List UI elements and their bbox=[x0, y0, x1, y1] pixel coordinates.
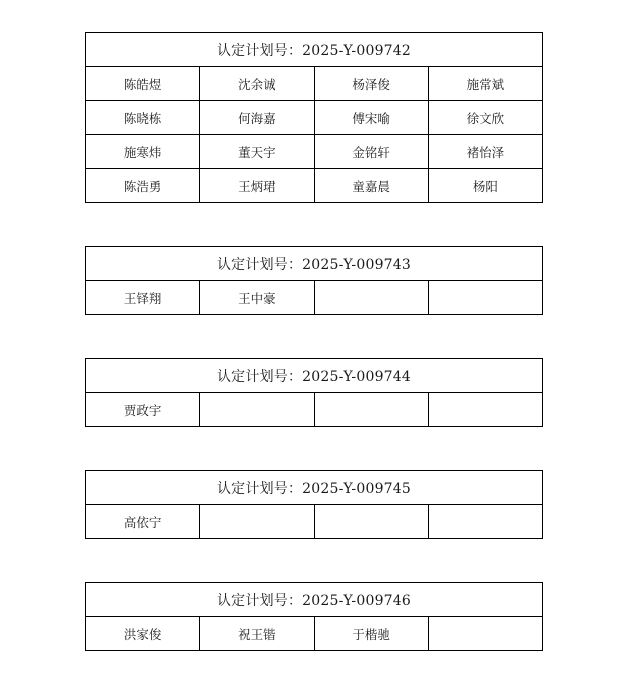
person-cell: 陈晓栋 bbox=[86, 101, 200, 135]
person-cell: 洪家俊 bbox=[86, 617, 200, 651]
person-cell: 贾政宇 bbox=[86, 393, 200, 427]
plan-number-header: 认定计划号：2025-Y-009745 bbox=[86, 471, 543, 505]
person-cell: 杨泽俊 bbox=[314, 67, 428, 101]
person-cell: 王中豪 bbox=[200, 281, 314, 315]
plan-number-header: 认定计划号：2025-Y-009746 bbox=[86, 583, 543, 617]
person-cell: 杨阳 bbox=[428, 169, 542, 203]
person-cell bbox=[314, 505, 428, 539]
table-row bbox=[86, 101, 543, 135]
person-cell: 陈浩勇 bbox=[86, 169, 200, 203]
person-cell: 王炳珺 bbox=[200, 169, 314, 203]
plan-number-header: 认定计划号：2025-Y-009743 bbox=[86, 247, 543, 281]
person-cell: 王铎翔 bbox=[86, 281, 200, 315]
person-cell: 沈余诚 bbox=[200, 67, 314, 101]
plan-header-row bbox=[86, 33, 543, 67]
person-cell: 徐文欣 bbox=[428, 101, 542, 135]
person-cell: 高依宁 bbox=[86, 505, 200, 539]
plan-table bbox=[85, 470, 543, 539]
person-cell bbox=[200, 393, 314, 427]
person-cell bbox=[428, 617, 542, 651]
table-row bbox=[86, 281, 543, 315]
plan-header-row bbox=[86, 583, 543, 617]
person-cell: 童嘉晨 bbox=[314, 169, 428, 203]
table-row bbox=[86, 505, 543, 539]
person-cell: 于楷驰 bbox=[314, 617, 428, 651]
person-cell: 傅宋喻 bbox=[314, 101, 428, 135]
table-row bbox=[86, 135, 543, 169]
person-cell: 祝王锴 bbox=[200, 617, 314, 651]
plan-number-header: 认定计划号：2025-Y-009744 bbox=[86, 359, 543, 393]
plan-table bbox=[85, 246, 543, 315]
person-cell bbox=[428, 281, 542, 315]
person-cell bbox=[200, 505, 314, 539]
plan-table bbox=[85, 582, 543, 651]
person-cell: 陈皓煜 bbox=[86, 67, 200, 101]
person-cell: 董天宇 bbox=[200, 135, 314, 169]
person-cell: 施寒炜 bbox=[86, 135, 200, 169]
person-cell: 金铭轩 bbox=[314, 135, 428, 169]
person-cell: 何海嘉 bbox=[200, 101, 314, 135]
table-row bbox=[86, 617, 543, 651]
table-row bbox=[86, 393, 543, 427]
person-cell bbox=[428, 505, 542, 539]
person-cell: 施常斌 bbox=[428, 67, 542, 101]
person-cell bbox=[314, 281, 428, 315]
plan-header-row bbox=[86, 247, 543, 281]
person-cell: 褚怡泽 bbox=[428, 135, 542, 169]
plan-table bbox=[85, 358, 543, 427]
person-cell bbox=[428, 393, 542, 427]
person-cell bbox=[314, 393, 428, 427]
plan-header-row bbox=[86, 471, 543, 505]
plan-number-header: 认定计划号：2025-Y-009742 bbox=[86, 33, 543, 67]
plan-header-row bbox=[86, 359, 543, 393]
table-row bbox=[86, 169, 543, 203]
plan-table bbox=[85, 32, 543, 203]
table-row bbox=[86, 67, 543, 101]
